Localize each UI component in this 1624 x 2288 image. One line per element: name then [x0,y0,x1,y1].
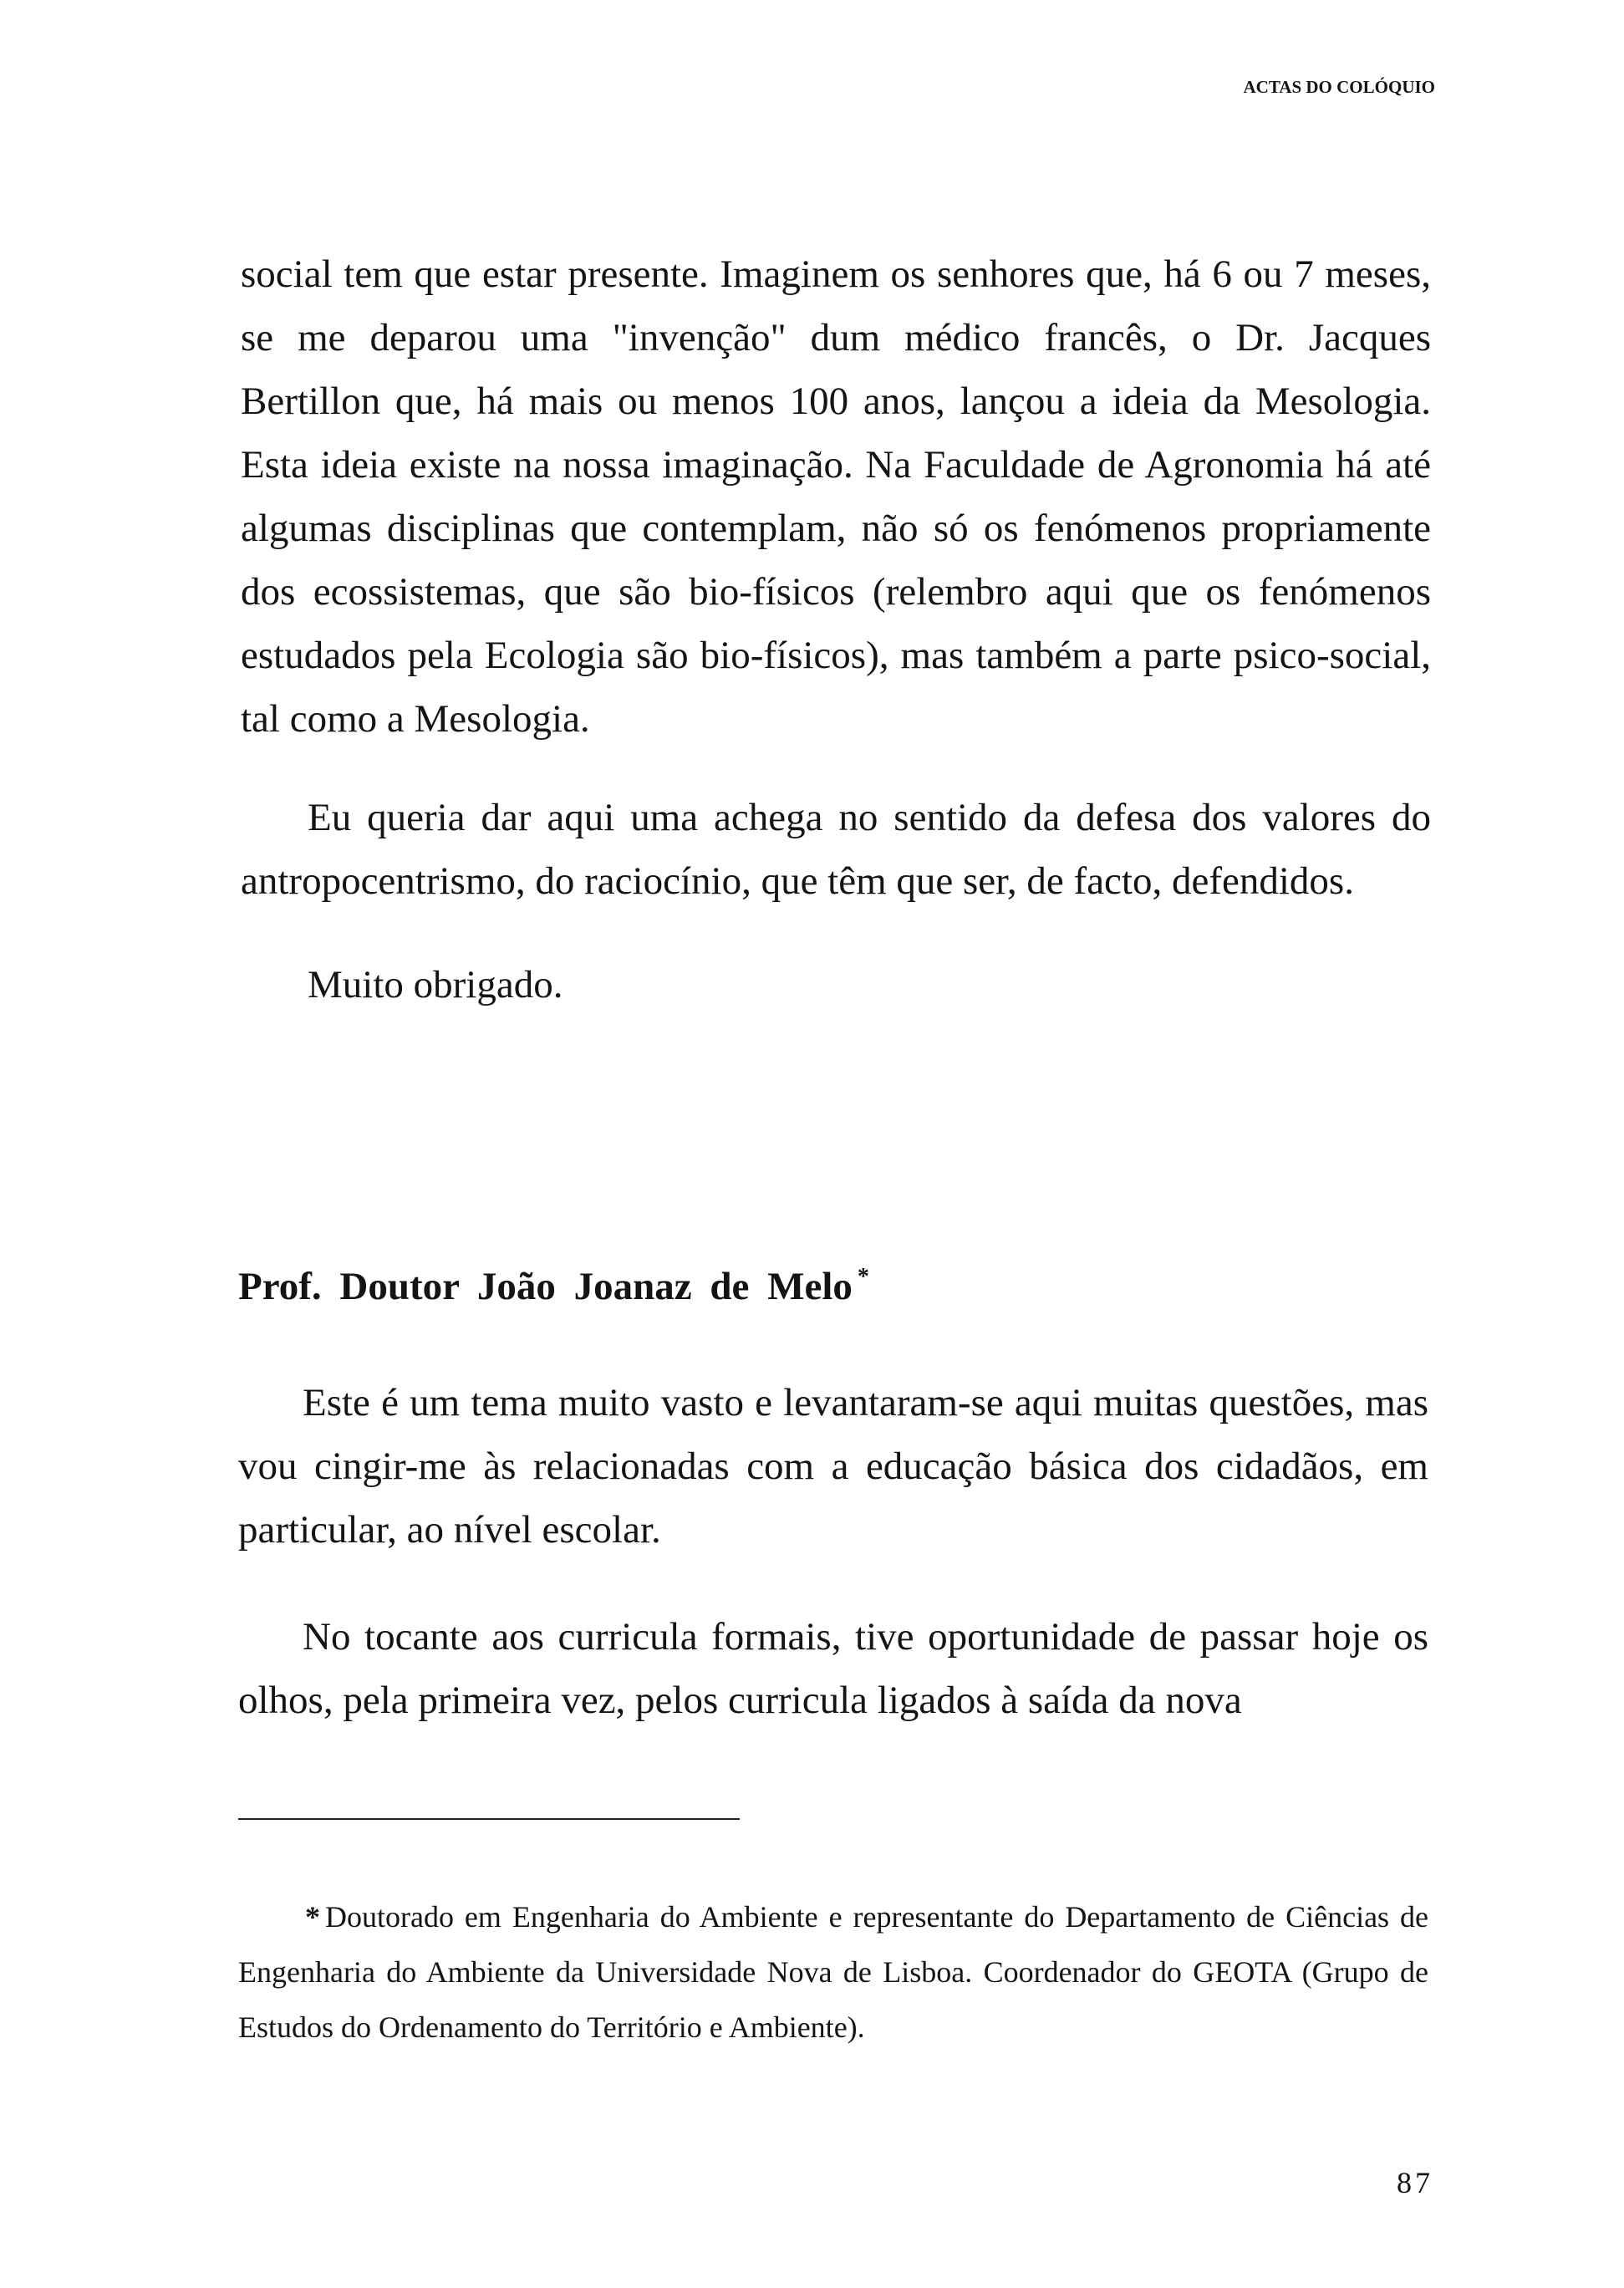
footnote-separator [238,1818,740,1820]
running-header: ACTAS DO COLÓQUIO [1243,77,1435,97]
speaker-name: Prof. Doutor João Joanaz de Melo [238,1265,853,1308]
footnote [238,1889,1428,2055]
footnote-mark: * [305,1900,320,1934]
footnote-text: Doutorado em Engenharia do Ambiente e representante do Departamento de Ciências de Engenharia do Ambiente da Universidade Nova de Lisboa. Coordenador do GEOTA (Grupo de Estudos do Ordenamento do Território e Ambiente). [238,1900,1428,2044]
page-number: 87 [1397,2166,1433,2199]
speaker-paragraph-1: Este é um tema muito vasto e levantaram-se aqui muitas questões, mas vou cingir-me às relacionadas com a educação básica dos cidadãos, em particular, ao nível escolar. [238,1381,1428,1552]
footnote-reference-mark: * [857,1264,869,1290]
speaker-heading [238,1264,869,1309]
body-paragraph-1: social tem que estar presente. Imaginem os senhores que, há 6 ou 7 meses, se me deparou uma "invenção" dum médico francês, o Dr. Jacques Bertillon que, há mais ou menos 100 anos, lançou a ideia da Mesologia. Esta ideia existe na nossa imaginação. Na Faculdade de Agronomia há até algumas disciplinas que contemplam, não só os fenómenos propriamente dos ecossistemas, que são bio-físicos (relembro aqui que os fenómenos estudados pela Ecologia são bio-físicos), mas também a parte psico-social, tal como a Mesologia. [241,252,1431,741]
speaker-paragraph-2: No tocante aos curricula formais, tive oportunidade de passar hoje os olhos, pela primeira vez, pelos curricula ligados à saída da nova [238,1615,1428,1722]
body-paragraph-2: Eu queria dar aqui uma achega no sentido da defesa dos valores do antropocentrismo, do raciocínio, que têm que ser, de facto, defendidos. [241,796,1431,903]
closing-remark: Muito obrigado. [308,963,563,1006]
